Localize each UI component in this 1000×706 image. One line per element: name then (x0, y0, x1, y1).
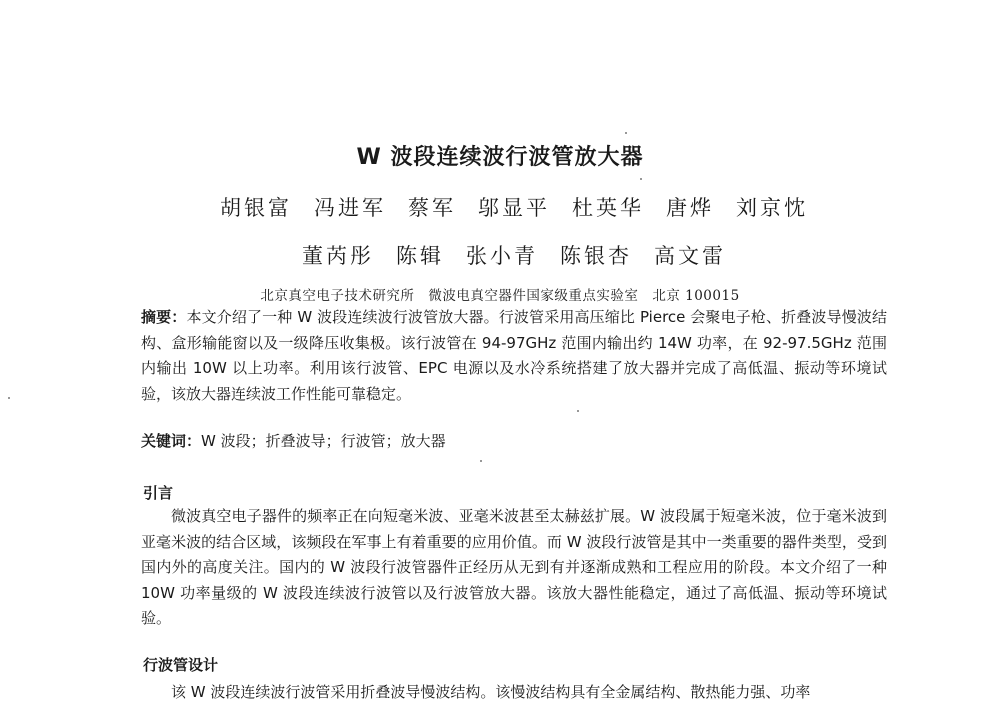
abstract-label: 摘要： (141, 308, 187, 326)
author-name: 杜英华 (572, 196, 644, 220)
scan-speck (640, 178, 642, 180)
affiliation (0, 284, 1000, 304)
design-paragraph: 该 W 波段连续波行波管采用折叠波导慢波结构。该慢波结构具有全金属结构、散热能力强、功率 (171, 683, 811, 701)
author-name: 高文雷 (654, 244, 726, 268)
affiliation-institute: 北京真空电子技术研究所 (260, 288, 415, 304)
author-list-line-2 (14, 240, 1000, 270)
author-list-line-1 (14, 192, 1000, 222)
section-heading-intro: 引言 (143, 484, 174, 502)
keywords-text: W 波段；折叠波导；行波管；放大器 (201, 432, 446, 450)
author-name: 蔡军 (408, 196, 456, 220)
author-name: 唐烨 (666, 196, 714, 220)
scan-speck (480, 460, 482, 462)
scan-speck (625, 132, 627, 134)
scan-speck (8, 397, 10, 399)
keywords (141, 429, 887, 455)
author-name: 董芮彤 (302, 244, 374, 268)
author-name: 刘京忱 (736, 196, 808, 220)
section-heading-design: 行波管设计 (143, 656, 219, 674)
author-name: 冯进军 (314, 196, 386, 220)
abstract-text: 本文介绍了一种 W 波段连续波行波管放大器。行波管采用高压缩比 Pierce 会聚电子枪、折叠波导慢波结构、盒形输能窗以及一级降压收集极。该行波管在 94-97GHz 范围内输出约 14W 功率，在 92-97.5GHz 范围内输出 10W 以上功率。利用该行波管、EPC 电源以及水冷系统搭建了放大器并完成了高低温、振动等环境试验，该放大器连续波工作性能可靠稳定。 (141, 308, 887, 403)
intro-paragraph: 微波真空电子器件的频率正在向短毫米波、亚毫米波甚至太赫兹扩展。W 波段属于短毫米波，位于毫米波到亚毫米波的结合区域，该频段在军事上有着重要的应用价值。而 W 波段行波管是其中一类重要的器件类型，受到国内外的高度关注。国内的 W 波段行波管器件正经历从无到有并逐渐成熟和工程应用的阶段。本文介绍了一种 10W 功率量级的 W 波段连续波行波管以及行波管放大器。该放大器性能稳定，通过了高低温、振动等环境试验。 (141, 507, 887, 627)
author-name: 胡银富 (220, 196, 292, 220)
affiliation-city: 北京 100015 (652, 288, 740, 304)
paper-title: W 波段连续波行波管放大器 (356, 145, 644, 170)
author-name: 陈银杏 (560, 244, 632, 268)
abstract (141, 305, 887, 407)
scan-speck (577, 410, 579, 412)
affiliation-lab: 微波电真空器件国家级重点实验室 (428, 288, 639, 304)
author-name: 张小青 (466, 244, 538, 268)
author-name: 陈辑 (396, 244, 444, 268)
keywords-label: 关键词： (141, 432, 202, 450)
author-name: 邬显平 (478, 196, 550, 220)
